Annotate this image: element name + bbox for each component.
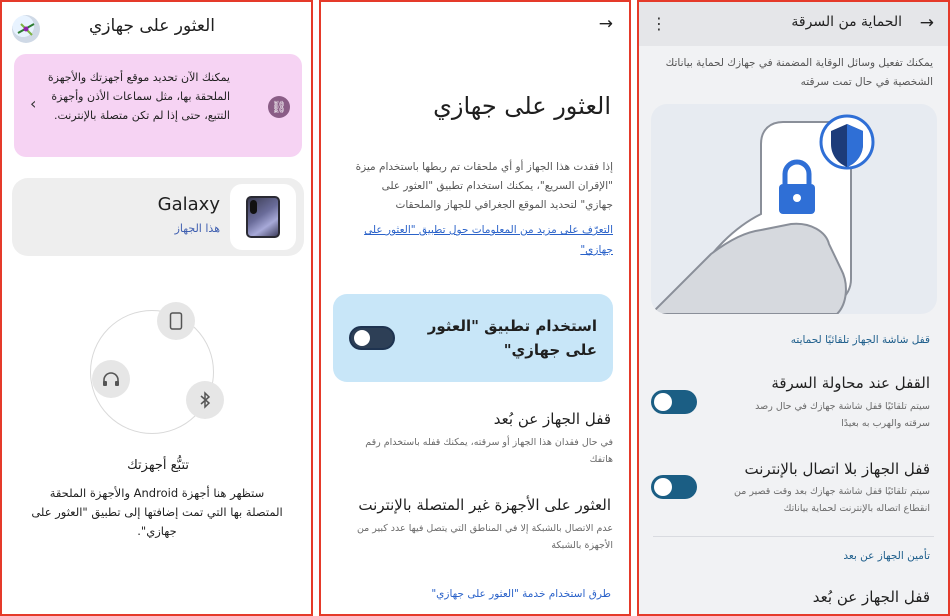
panel1-header: [2, 8, 311, 46]
panel3-header: [639, 2, 948, 46]
theft-protection-illustration: [651, 104, 937, 314]
find-my-device-logo-icon: [12, 15, 40, 43]
page-title: العثور على جهازي: [88, 16, 215, 36]
track-devices-title: تتبُّع أجهزتك: [127, 458, 189, 473]
remote-security-section-header: تأمين الجهاز عن بعد: [843, 550, 930, 562]
remote-lock-title[interactable]: قفل الجهاز عن بُعد: [812, 588, 930, 606]
offline-lock-switch[interactable]: [651, 475, 697, 499]
link-badge-icon: ⛓: [268, 96, 290, 118]
back-arrow-icon[interactable]: →: [598, 14, 613, 34]
find-my-device-settings-panel: [319, 0, 631, 616]
auto-lock-section-header: قفل شاشة الجهاز تلقائيًا لحمايته: [790, 334, 930, 346]
chevron-left-icon[interactable]: ‹: [30, 94, 37, 113]
remote-lock-title[interactable]: قفل الجهاز عن بُعد: [493, 410, 611, 428]
description-text: إذا فقدت هذا الجهاز أو أي ملحقات تم ربطها باستخدام ميزة "الإقران السريع"، يمكنك استخدام تطبيق "العثور على جهازي" لتحديد الموقع الجغرافي للجهاز والملحقات: [355, 161, 613, 211]
theft-detection-lock-description: سيتم تلقائيًا قفل شاشة جهازك في حال رصد سرقته والهرب به بعيدًا: [755, 401, 930, 429]
more-options-icon[interactable]: ⋮: [651, 14, 667, 33]
theft-detection-lock-switch[interactable]: [651, 390, 697, 414]
toggle-label: استخدام تطبيق "العثور على جهازي": [427, 317, 597, 359]
current-device-card[interactable]: [12, 178, 304, 256]
intro-text: يمكنك تفعيل وسائل الوقاية المضمنة في جهازك لحماية بياناتك الشخصية في حال تمت سرقته: [665, 57, 933, 88]
page-title: الحماية من السرقة: [791, 14, 902, 30]
bluetooth-icon: [186, 381, 224, 419]
learn-more-link[interactable]: التعرّف على مزيد من المعلومات حول تطبيق "العثور على جهازي": [364, 224, 613, 256]
offline-devices-description: عدم الاتصال بالشبكة إلا في المناطق التي يتصل فيها عدد كبير من الأجهزة بالشبكة: [356, 523, 613, 551]
device-subtitle: هذا الجهاز: [174, 222, 220, 235]
banner-text: يمكنك الآن تحديد موقع أجهزتك والأجهزة الملحقة بها، مثل سماعات الأذن وأجهزة التتبع، حتى إذا لم تكن متصلة بالإنترنت.: [47, 71, 230, 122]
offline-lock-description: سيتم تلقائيًا قفل شاشة جهازك بعد وقت قصير من انقطاع اتصاله بالإنترنت لحماية بياناتك: [734, 486, 930, 514]
usage-methods-link[interactable]: طرق استخدام خدمة "العثور على جهازي": [431, 588, 611, 600]
phone-icon: [157, 302, 195, 340]
offline-finding-banner[interactable]: [14, 54, 302, 157]
offline-lock-title[interactable]: قفل الجهاز بلا اتصال بالإنترنت: [744, 460, 930, 478]
use-find-my-device-toggle-card[interactable]: [333, 294, 613, 382]
back-arrow-icon[interactable]: →: [919, 13, 934, 33]
phone-image: [230, 184, 296, 250]
find-my-device-home-panel: [0, 0, 313, 616]
section-divider: [653, 536, 934, 537]
theft-protection-panel: [637, 0, 950, 616]
headphones-icon: [92, 360, 130, 398]
theft-detection-lock-title[interactable]: القفل عند محاولة السرقة: [771, 374, 930, 392]
find-my-device-switch[interactable]: [349, 326, 395, 350]
page-title: العثور على جهازي: [433, 92, 611, 120]
remote-lock-description: في حال فقدان هذا الجهاز أو سرقته، يمكنك قفله باستخدام رقم هاتفك: [365, 437, 613, 465]
track-devices-description: ستظهر هنا أجهزة Android والأجهزة الملحقة المتصلة بها التي تمت إضافتها إلى تطبيق "العثور على جهازي".: [31, 486, 283, 538]
offline-devices-title[interactable]: العثور على الأجهزة غير المتصلة بالإنترنت: [358, 496, 611, 514]
device-name: Galaxy: [157, 194, 220, 215]
